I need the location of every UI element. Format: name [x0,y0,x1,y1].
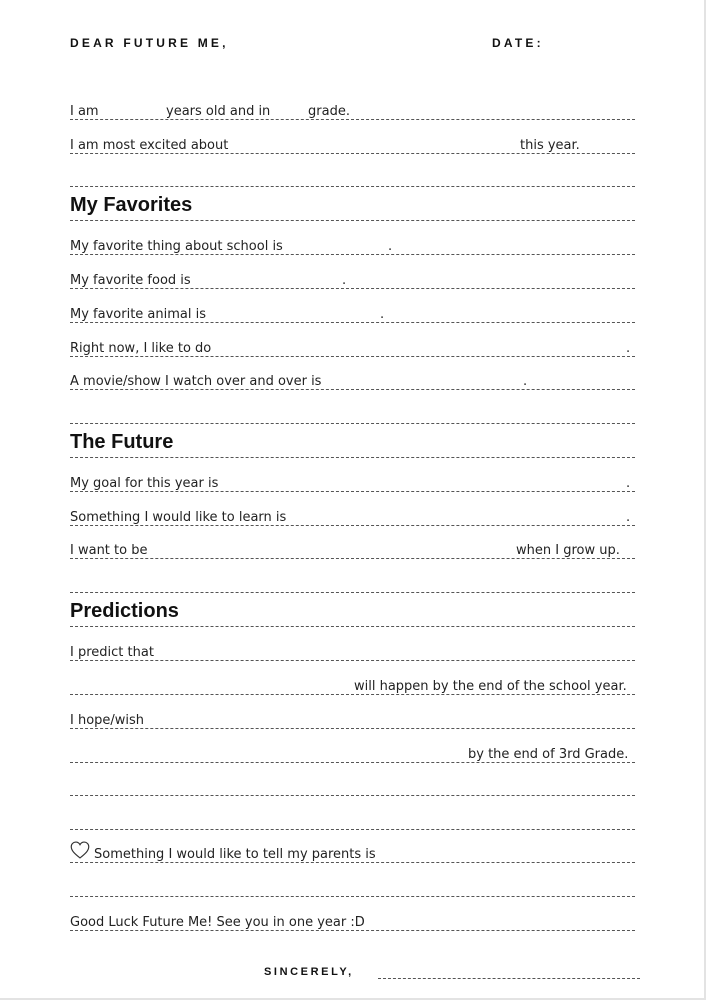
hope-end-line[interactable] [70,744,635,763]
hope-label: I hope/wish [70,713,145,728]
goodluck-line [70,912,635,931]
greeting-title: DEAR FUTURE ME, [70,36,229,50]
goal-label: My goal for this year is [70,476,219,491]
age-line[interactable] [70,101,635,120]
blank-line[interactable] [70,777,635,796]
period-mark: . [523,374,528,389]
grow-up-line[interactable] [70,540,635,559]
period-mark: . [342,273,347,288]
blank-line[interactable] [70,168,635,187]
parents-line[interactable] [70,844,635,863]
blank-line[interactable] [70,878,635,897]
age-prefix: I am [70,104,99,119]
favorite-school-line[interactable] [70,236,635,255]
period-mark: . [626,341,631,356]
want-suffix: when I grow up. [516,543,620,558]
period-mark: . [626,510,631,525]
excited-prefix: I am most excited about [70,138,229,153]
goal-line[interactable] [70,473,635,492]
age-mid: years old and in [166,104,271,119]
favorite-animal-label: My favorite animal is [70,307,206,322]
hope-line[interactable] [70,710,635,729]
signature-line[interactable] [378,964,640,979]
want-prefix: I want to be [70,543,148,558]
goodluck-text: Good Luck Future Me! See you in one year :D [70,915,365,930]
age-suffix: grade. [308,104,350,119]
blank-line[interactable] [70,811,635,830]
period-mark: . [380,307,385,322]
movie-show-line[interactable] [70,371,635,390]
favorites-heading: My Favorites [70,194,193,216]
excited-line[interactable] [70,135,635,154]
blank-line [70,608,635,627]
favorite-food-label: My favorite food is [70,273,191,288]
hope-end-label: by the end of 3rd Grade. [468,747,629,762]
future-heading: The Future [70,431,174,453]
favorite-food-line[interactable] [70,270,635,289]
predict-end-label: will happen by the end of the school year. [354,679,627,694]
date-label: DATE: [492,36,544,50]
predict-end-line[interactable] [70,676,635,695]
excited-suffix: this year. [520,138,580,153]
learn-label: Something I would like to learn is [70,510,287,525]
movie-show-label: A movie/show I watch over and over is [70,374,322,389]
favorite-school-label: My favorite thing about school is [70,239,283,254]
blank-line [70,202,635,221]
predict-label: I predict that [70,645,154,660]
blank-line[interactable] [70,405,635,424]
like-to-do-line[interactable] [70,338,635,357]
period-mark: . [388,239,393,254]
period-mark: . [626,476,631,491]
predictions-heading: Predictions [70,600,179,622]
favorite-animal-line[interactable] [70,304,635,323]
blank-line[interactable] [70,574,635,593]
sincerely-label: SINCERELY, [264,966,354,978]
blank-line [70,439,635,458]
learn-line[interactable] [70,507,635,526]
like-to-do-label: Right now, I like to do [70,341,212,356]
parents-label: Something I would like to tell my parents is [94,847,376,862]
predict-line[interactable] [70,642,635,661]
